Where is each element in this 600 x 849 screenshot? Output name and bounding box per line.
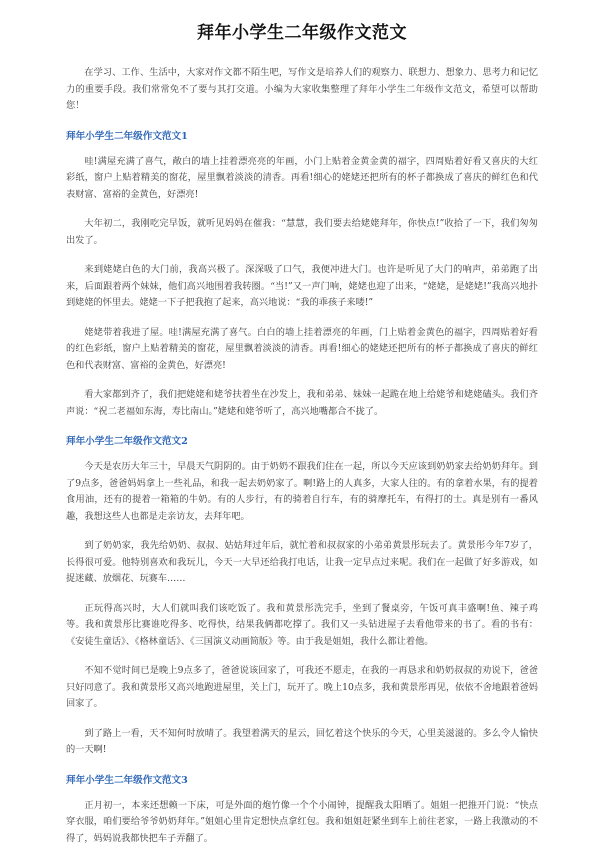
paragraph: 不知不觉时间已是晚上9点多了，爸爸说该回家了，可我还不愿走，在我的一再恳求和奶奶叔叔的劝说下，爸爸只好同意了。我和黄景彤又高兴地跑进屋里，关上门，玩开了。晚上10点多，我和黄景彤再见，依依不舍地跟着爸妈回家了。	[66, 665, 538, 709]
paragraph: 看大家都到齐了，我们把姥姥和姥爷扶着坐在沙发上，我和弟弟、妹妹一起跪在地上给姥爷和姥姥磕头。我们齐声说：“祝二老福如东海，寿比南山。”姥姥和姥爷听了，高兴地嘴都合不拢了。	[66, 389, 538, 417]
paragraph: 哇!满屋充满了喜气，敞白的墙上挂着漂亮亮的年画，小门上贴着金黄金黄的福字，四周贴着好看又喜庆的大红彩纸，窗户上贴着精美的窗花，屋里飘着淡淡的清香。再看!细心的姥姥还把所有的杯子都换成了喜庆的鲜红色和代表财富、富裕的金黄色，好漂亮!	[66, 155, 538, 200]
paragraph: 正月初一，本来还想赖一下床，可是外面的炮竹像一个个小闹钟，提醒我太阳晒了。姐姐一把推开门说：“快点穿衣服，咱们要给爷爷奶奶拜年。”姐姐心里肯定想快点拿红包。我和姐姐赶紧坐到车上前往老家，一路上我激动的不得了，妈妈说我都快把车子弄翻了。	[66, 799, 538, 844]
intro-paragraph: 在学习、工作、生活中，大家对作文都不陌生吧，写作文是培养人们的观察力、联想力、想象力、思考力和记忆力的重要手段。我们常常免不了要与其打交道。小编为大家收集整理了拜年小学生二年级作文范文，希望可以帮助您！	[66, 67, 538, 111]
section-heading: 拜年小学生二年级作文范文2	[66, 436, 188, 447]
paragraph: 姥姥带着我进了屋。哇!满屋充满了喜气。白白的墙上挂着漂亮的年画，门上贴着金黄色的福字，四周贴着好看的红色彩纸，窗户上贴着精美的窗花，屋里飘着淡淡的清香。再看!细心的姥姥还把所有的杯子都换成了喜庆的鲜红色和代表财富、富裕的金黄色，好漂亮!	[66, 326, 538, 371]
paragraph: 大年初二，我刚吃完早饭，就听见妈妈在催我：“慧慧，我们要去给姥姥拜年，你快点!”收拾了一下，我们匆匆出发了。	[66, 218, 538, 246]
paragraph: 正玩得高兴时，大人们就叫我们该吃饭了。我和黄景彤洗完手，坐到了餐桌旁，午饭可真丰盛啊!鱼、辣子鸡等。我和黄景彤比赛谁吃得多、吃得快，结果我俩都吃撑了。我们又一头钻进屋子去看他带来的书了。看的书有：《安徒生童话》、《格林童话》、《三国演义动画简版》等。由于我是姐姐，我什么都让着他。	[66, 602, 538, 647]
section-heading: 拜年小学生二年级作文范文1	[66, 130, 188, 142]
paragraph: 到了奶奶家，我先给奶奶、叔叔、姑姑拜过年后，就忙着和叔叔家的小弟弟黄景彤玩去了。黄景彤今年7岁了，长得很可爱。他特别喜欢和我玩儿，今天一大早还给我打电话，让我一定早点过来呢。我们在一起做了好多游戏，如捉迷藏、放烟花、玩赛车……	[66, 540, 538, 584]
section-heading: 拜年小学生二年级作文范文3	[66, 774, 188, 786]
paragraph: 今天是农历大年三十，早晨天气阴阴的。由于奶奶不跟我们住在一起，所以今天应该到奶奶家去给奶奶拜年。到了9点多，爸爸妈妈拿上一些礼品，和我一起去奶奶家了。啊!路上的人真多，大家人往的。有的拿着水果，有的提着食用油，还有的提着一箱箱的牛奶。有的人步行，有的骑着自行车，有的骑摩托车，有得打的士。真是别有一番风趣，我想这些人也都是走亲访友，去拜年吧。	[66, 461, 538, 522]
page-title: 拜年小学生二年级作文范文	[197, 23, 407, 43]
paragraph: 到了路上一看，天不知何时放晴了。我望着满天的星云，回忆着这个快乐的今天，心里美滋滋的。多么令人愉快的一天啊!	[66, 727, 538, 755]
paragraph: 来到姥姥白色的大门前，我高兴极了。深深吸了口气，我便冲进大门。也许是听见了大门的响声，弟弟跑了出来，后面跟着两个妹妹，他们高兴地围着我转圈。“当!”又一声门响，姥姥也迎了出来，“姥姥，是姥姥!”我高兴地扑到姥姥的怀里去。姥姥一下子把我抱了起来，高兴地说：“我的乖孩子来喽!”	[66, 264, 538, 308]
